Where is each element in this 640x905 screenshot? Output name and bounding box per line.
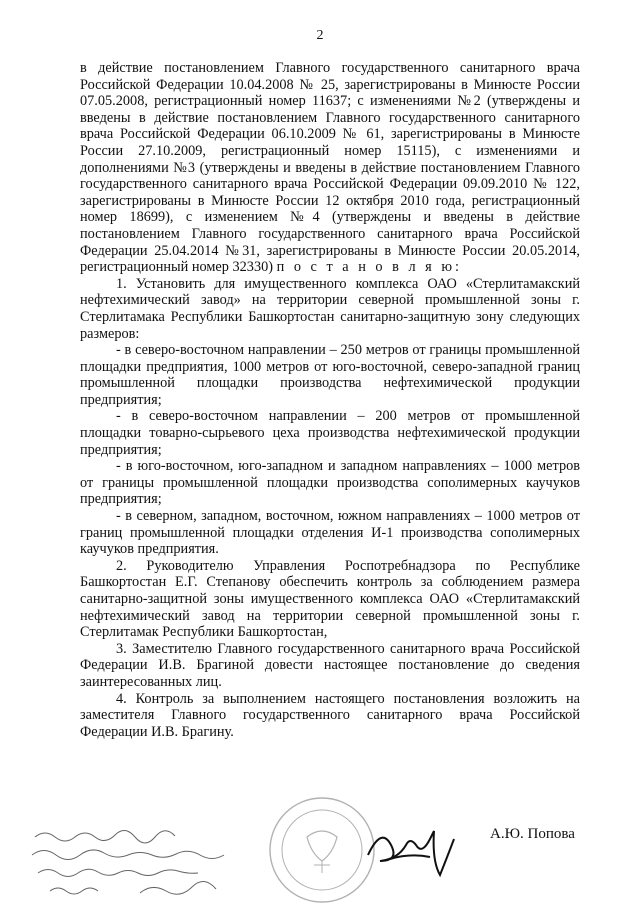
clause-3: 3. Заместителю Главного государственного санитарного врача Российской Федерации И.В. Брагиной довести настоящее постановление до сведения заинтересованных лиц. [80, 640, 580, 690]
signature-block [0, 795, 640, 905]
signature [360, 815, 460, 885]
preamble-text: в действие постановлением Главного государственного санитарного врача Российской Федерации 10.04.2008 № 25, зарегистрированы в Минюсте России 07.05.2008, регистрационный номер 11637; с изменениями №2 (утверждены и введены в действие постановлением Главного государственного санитарного врача Российской Федерации 06.10.2009 № 61, зарегистрированы в Минюсте России 27.10.2009, регистрационный номер 15115), с изменениями и дополнениями №3 (утверждены и введены в действие постановлением Главного государственного санитарного врача Российской Федерации 09.09.2010 № 122, зарегистрированы в Минюсте России 12 октября 2010 года, регистрационный номер 18699), с изменением №4 (утверждены и введены в действие постановлением Главного государственного санитарного врача Российской Федерации 25.04.2014 №31, зарегистрированы в Минюсте России 20.05.2014, регистрационный номер 32330) [80, 60, 580, 276]
resolution-keyword: п о с т а н о в л я ю: [276, 259, 462, 276]
handwritten-note [30, 825, 250, 900]
clause-1-item-3: - в юго-восточном, юго-западном и западном направлениях – 1000 метров от границы промышленной площадки производства сополимерных каучуков предприятия; [80, 458, 580, 508]
clause-1-item-4: - в северном, западном, восточном, южном направлениях – 1000 метров от границ промышленной площадки отделения И-1 производства сополимерных каучуков предприятия. [80, 508, 580, 558]
signer-name: А.Ю. Попова [490, 826, 575, 842]
clause-4: 4. Контроль за выполнением настоящего постановления возложить на заместителя Главного государственного санитарного врача Российской Федерации И.В. Брагину. [80, 690, 580, 740]
page-number: 2 [316, 28, 324, 43]
clause-2: 2. Руководителю Управления Роспотребнадзора по Республике Башкортостан Е.Г. Степанову обеспечить контроль за соблюдением размера санитарно-защитной зоны имущественного комплекса ОАО «Стерлитамакский нефтехимический завод на территории северной промышленной зоны г. Стерлитамак Республики Башкортостан, [80, 557, 580, 641]
preamble-paragraph [80, 60, 580, 276]
clause-1-item-2: - в северо-восточном направлении – 200 метров от промышленной площадки товарно-сырьевого цеха производства нефтехимической продукции предприятия; [80, 408, 580, 458]
clause-1-item-1: - в северо-восточном направлении – 250 метров от границы промышленной площадки предприятия, 1000 метров от юго-восточной, северо-западной границ промышленной площадки производства нефтехимической продукции предприятия; [80, 342, 580, 408]
document-body [80, 60, 580, 740]
clause-1: 1. Установить для имущественного комплекса ОАО «Стерлитамакский нефтехимический завод» на территории северной промышленной зоны г. Стерлитамака Республики Башкортостан санитарно-защитную зону следующих размеров: [80, 275, 580, 342]
